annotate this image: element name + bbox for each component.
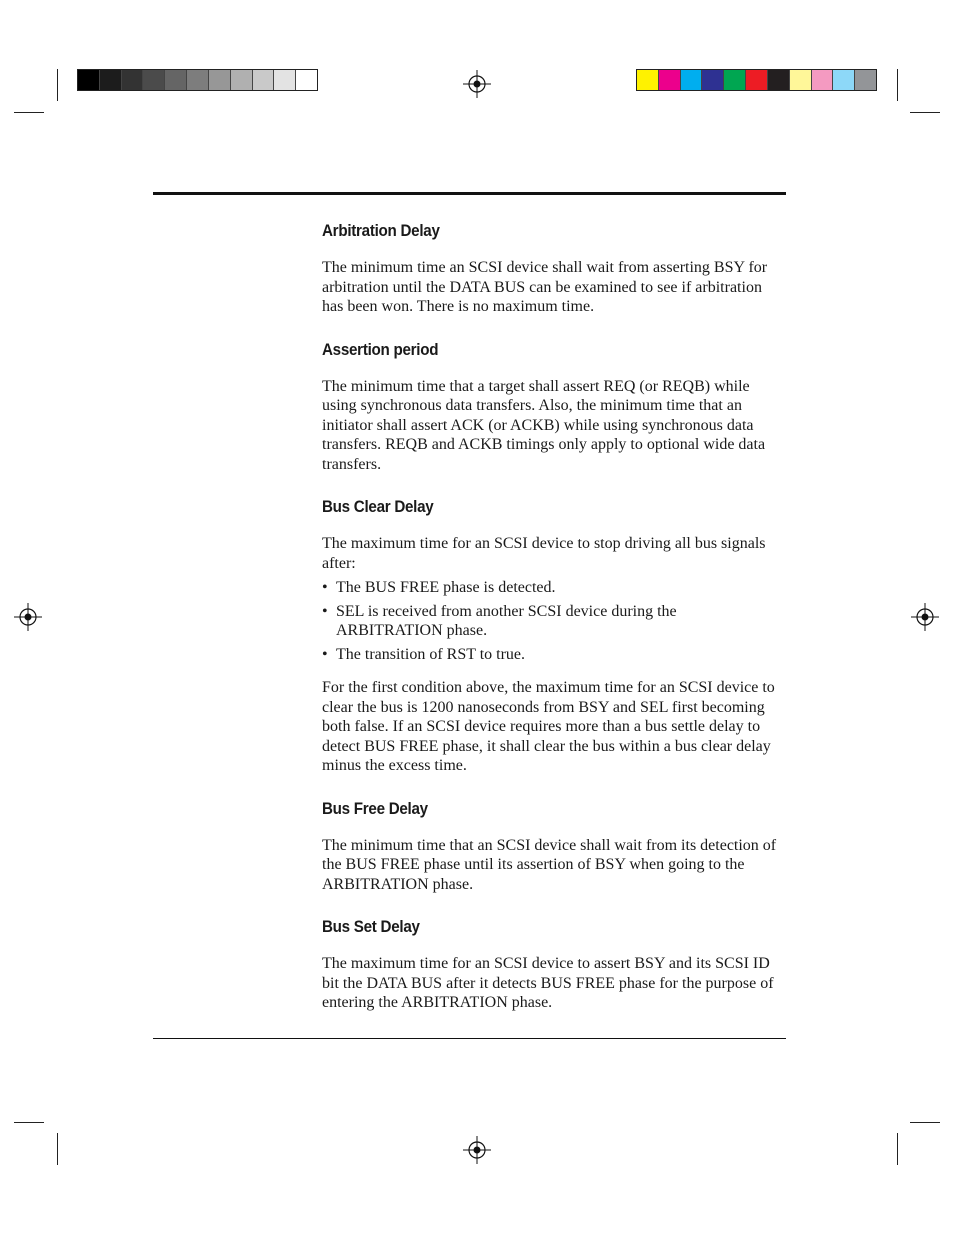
section-paragraph: The maximum time for an SCSI device to assert BSY and its SCSI ID bit the DATA BUS after it detects BUS FREE phase for the purpose of entering the ARBITRATION phase. xyxy=(322,955,774,1011)
color-swatch xyxy=(702,70,724,90)
color-swatch xyxy=(209,70,231,90)
color-swatch xyxy=(231,70,253,90)
list-item: • SEL is received from another SCSI device during the ARBITRATION phase. xyxy=(322,602,677,639)
color-swatch xyxy=(100,70,122,90)
color-swatch xyxy=(833,70,855,90)
section-bus-set-delay xyxy=(322,918,786,1013)
glossary-content xyxy=(322,222,786,1013)
list-item-text: SEL is received from another SCSI device during the ARBITRATION phase. xyxy=(336,602,677,639)
crop-mark xyxy=(14,112,44,113)
crop-mark xyxy=(57,69,58,101)
list-item: • The transition of RST to true. xyxy=(322,645,526,663)
color-swatch xyxy=(187,70,209,90)
section-heading: Bus Clear Delay xyxy=(322,498,434,516)
list-item-text: The transition of RST to true. xyxy=(336,645,526,663)
footer-rule xyxy=(153,1038,786,1039)
color-swatch xyxy=(122,70,144,90)
section-paragraph: The minimum time that an SCSI device shall wait from its detection of the BUS FREE phase until its assertion of BSY when going to the ARBITRATION phase. xyxy=(322,836,777,893)
list-item: • The BUS FREE phase is detected. xyxy=(322,579,556,596)
crop-mark xyxy=(14,1122,44,1123)
header-rule xyxy=(153,192,786,195)
section-paragraph: The maximum time for an SCSI device to stop driving all bus signals after: xyxy=(322,535,766,572)
section-paragraph: The minimum time that a target shall assert REQ (or REQB) while using synchronous data transfers. Also, the minimum time that an initiator shall assert ACK (or ACKB) while using synchronous data transfers. REQB and ACKB timings only apply to optional wide data transfers. xyxy=(322,377,766,473)
color-swatch xyxy=(855,70,876,90)
crop-mark xyxy=(910,1122,940,1123)
crop-mark xyxy=(897,69,898,101)
crop-mark xyxy=(897,1133,898,1165)
list-item-text: The BUS FREE phase is detected. xyxy=(336,579,556,596)
color-swatch xyxy=(812,70,834,90)
grayscale-calibration-bar xyxy=(77,69,318,91)
color-swatch xyxy=(724,70,746,90)
section-bus-clear-delay xyxy=(322,498,786,776)
section-heading: Bus Free Delay xyxy=(322,799,428,818)
color-swatch xyxy=(78,70,100,90)
color-swatch xyxy=(746,70,768,90)
color-swatch xyxy=(659,70,681,90)
color-swatch xyxy=(681,70,703,90)
color-swatch xyxy=(768,70,790,90)
color-swatch xyxy=(274,70,296,90)
registration-mark-icon xyxy=(14,603,42,631)
section-heading: Bus Set Delay xyxy=(322,918,420,936)
color-swatch xyxy=(253,70,275,90)
section-bus-free-delay xyxy=(322,800,786,895)
section-assertion-period xyxy=(322,341,786,475)
registration-mark-icon xyxy=(463,1136,491,1164)
registration-mark-icon xyxy=(463,70,491,98)
color-swatch xyxy=(143,70,165,90)
color-swatch xyxy=(790,70,812,90)
bullet-list xyxy=(322,578,786,664)
section-heading: Arbitration Delay xyxy=(322,222,440,240)
color-swatch xyxy=(296,70,317,90)
section-paragraph: For the first condition above, the maximum time for an SCSI device to clear the bus is 1200 nanoseconds from BSY and SEL first becoming both false. If an SCSI device requires more than a bus settle delay to detect BUS FREE phase, it shall clear the bus within a bus clear delay minus the excess time. xyxy=(322,679,775,774)
crop-mark xyxy=(910,112,940,113)
color-swatch xyxy=(165,70,187,90)
section-arbitration-delay xyxy=(322,222,786,317)
color-swatch xyxy=(637,70,659,90)
crop-mark xyxy=(57,1133,58,1165)
section-heading: Assertion period xyxy=(322,340,439,359)
color-calibration-bar xyxy=(636,69,877,91)
registration-mark-icon xyxy=(911,603,939,631)
section-paragraph: The minimum time an SCSI device shall wait from asserting BSY for arbitration until the DATA BUS can be examined to see if arbitration has been won. There is no maximum time. xyxy=(322,259,768,315)
